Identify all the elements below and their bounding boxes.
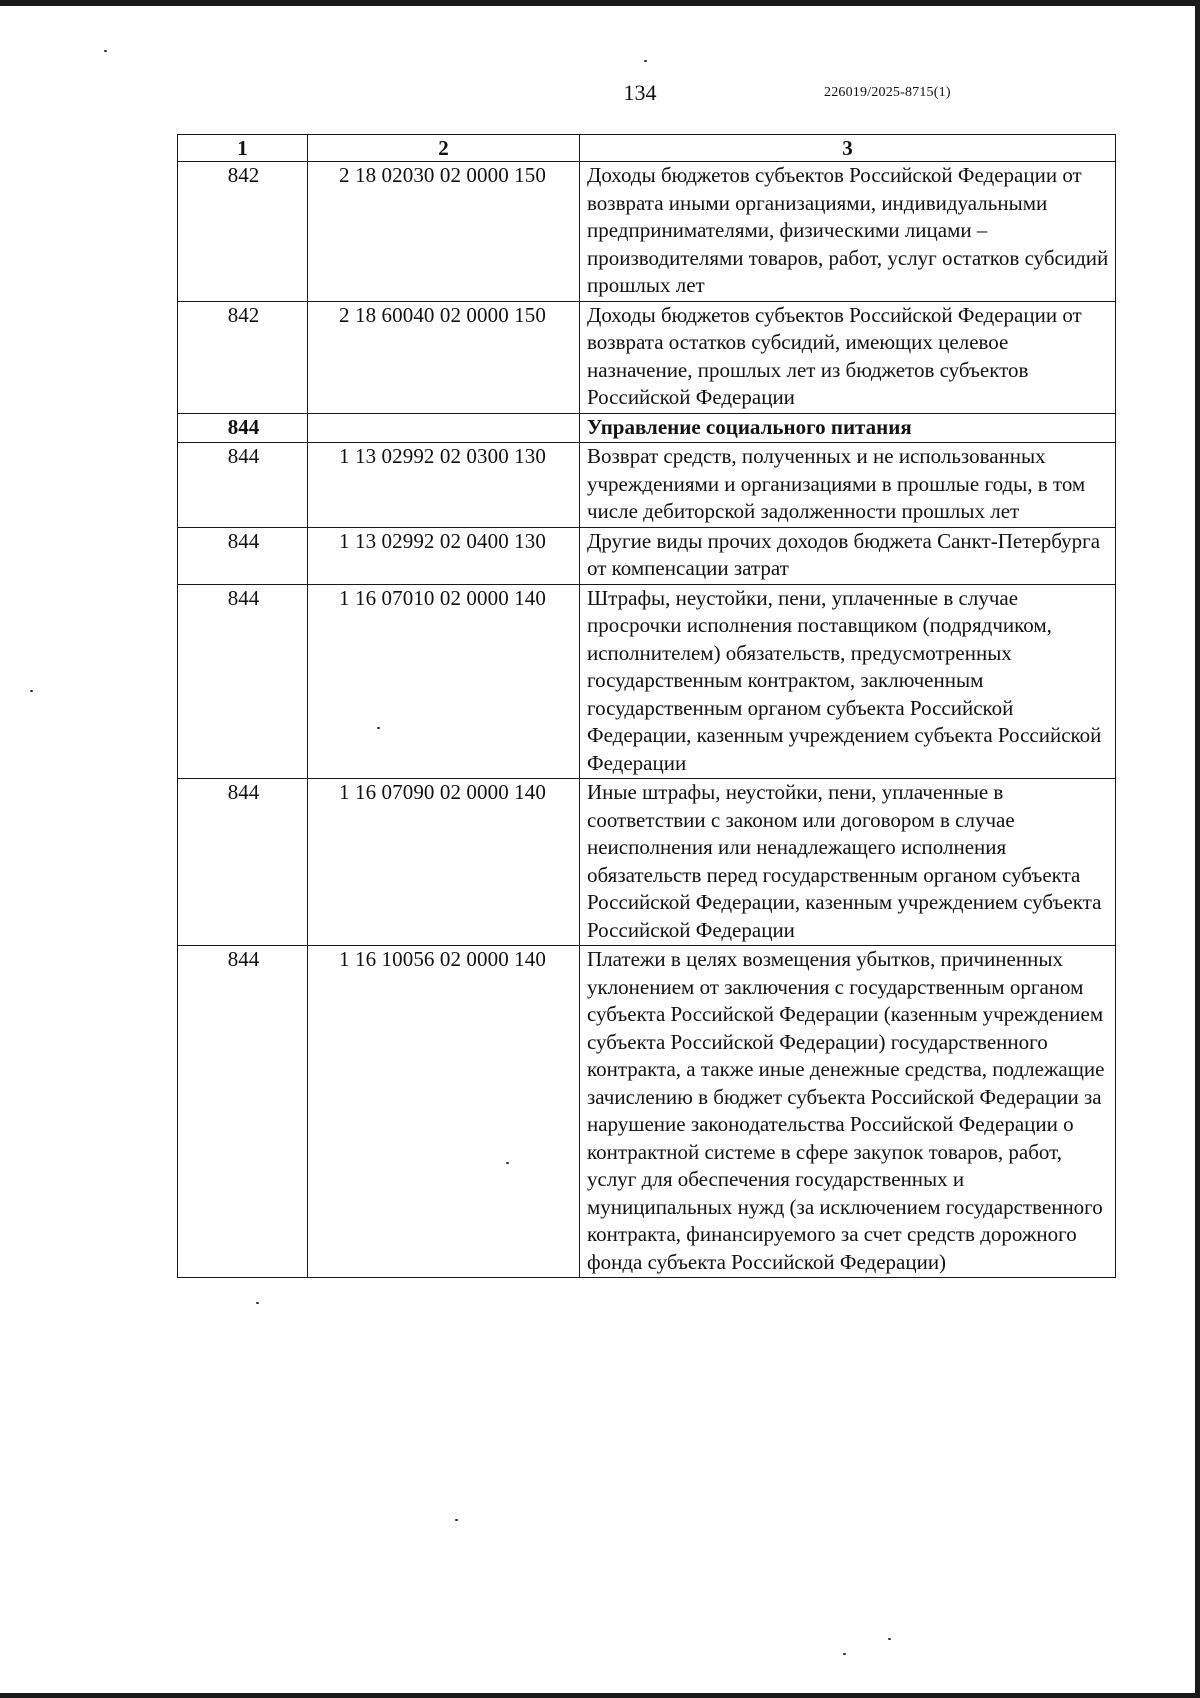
page-number: 134 bbox=[623, 80, 657, 105]
column-header-3: 3 bbox=[580, 135, 1116, 162]
admin-code-cell: 844 bbox=[178, 443, 308, 528]
table-row bbox=[178, 527, 1116, 584]
revenue-name-cell: Доходы бюджетов субъектов Российской Федерации от возврата иными организациями, индивидуальными предпринимателями, физическими лицами – производителями товаров, работ, услуг остатков субсидий прошлых лет bbox=[580, 162, 1116, 302]
table-header-row bbox=[178, 135, 1116, 162]
table-row bbox=[178, 162, 1116, 302]
scan-speck bbox=[256, 1302, 259, 1304]
revenue-name-cell: Штрафы, неустойки, пени, уплаченные в случае просрочки исполнения поставщиком (подрядчиком, исполнителем) обязательств, предусмотренных государственным контрактом, заключенным государственным органом субъекта Российской Федерации, казенным учреждением субъекта Российской Федерации bbox=[580, 584, 1116, 779]
revenue-code-cell: 1 16 07090 02 0000 140 bbox=[308, 779, 580, 946]
admin-code-cell: 844 bbox=[178, 946, 308, 1278]
column-header-1: 1 bbox=[178, 135, 308, 162]
admin-code-cell: 844 bbox=[178, 413, 308, 443]
table-row bbox=[178, 584, 1116, 779]
scan-speck bbox=[843, 1653, 846, 1655]
table-row bbox=[178, 779, 1116, 946]
revenue-code-cell: 2 18 60040 02 0000 150 bbox=[308, 301, 580, 413]
admin-code-cell: 842 bbox=[178, 162, 308, 302]
revenue-name-cell: Платежи в целях возмещения убытков, причиненных уклонением от заключения с государственным органом субъекта Российской Федерации (казенным учреждением субъекта Российской Федерации) государственного контракта, а также иные денежные средства, подлежащие зачислению в бюджет субъекта Российской Федерации за нарушение законодательства Российской Федерации о контрактной системе в сфере закупок товаров, работ, услуг для обеспечения государственных и муниципальных нужд (за исключением государственного контракта, финансируемого за счет средств дорожного фонда субъекта Российской Федерации) bbox=[580, 946, 1116, 1278]
revenue-code-cell: 1 16 10056 02 0000 140 bbox=[308, 946, 580, 1278]
scan-speck bbox=[104, 50, 107, 52]
revenue-code-cell bbox=[308, 413, 580, 443]
revenue-name-cell: Возврат средств, полученных и не использованных учреждениями и организациями в прошлые годы, в том числе дебиторской задолженности прошлых лет bbox=[580, 443, 1116, 528]
admin-code-cell: 844 bbox=[178, 584, 308, 779]
revenue-name-cell: Иные штрафы, неустойки, пени, уплаченные в соответствии с законом или договором в случае неисполнения или ненадлежащего исполнения обязательств перед государственным органом субъекта Российской Федерации, казенным учреждением субъекта Российской Федерации bbox=[580, 779, 1116, 946]
revenue-codes-table bbox=[177, 134, 1116, 1278]
column-header-2: 2 bbox=[308, 135, 580, 162]
table-row bbox=[178, 443, 1116, 528]
table-row bbox=[178, 946, 1116, 1278]
scan-speck bbox=[455, 1519, 458, 1521]
revenue-code-cell: 1 16 07010 02 0000 140 bbox=[308, 584, 580, 779]
revenue-code-cell: 1 13 02992 02 0300 130 bbox=[308, 443, 580, 528]
scan-speck bbox=[30, 690, 33, 692]
revenue-name-cell: Доходы бюджетов субъектов Российской Федерации от возврата остатков субсидий, имеющих целевое назначение, прошлых лет из бюджетов субъектов Российской Федерации bbox=[580, 301, 1116, 413]
scan-speck bbox=[644, 60, 647, 62]
table-row bbox=[178, 301, 1116, 413]
admin-code-cell: 842 bbox=[178, 301, 308, 413]
scan-speck bbox=[506, 1162, 509, 1164]
scan-speck bbox=[377, 727, 380, 729]
table-row-section-heading bbox=[178, 413, 1116, 443]
scan-speck bbox=[888, 1638, 891, 1640]
revenue-code-cell: 1 13 02992 02 0400 130 bbox=[308, 527, 580, 584]
revenue-name-cell: Другие виды прочих доходов бюджета Санкт-Петербурга от компенсации затрат bbox=[580, 527, 1116, 584]
revenue-code-cell: 2 18 02030 02 0000 150 bbox=[308, 162, 580, 302]
document-id: 226019/2025-8715(1) bbox=[824, 85, 951, 100]
admin-code-cell: 844 bbox=[178, 779, 308, 946]
admin-code-cell: 844 bbox=[178, 527, 308, 584]
section-title-cell: Управление социального питания bbox=[580, 413, 1116, 443]
